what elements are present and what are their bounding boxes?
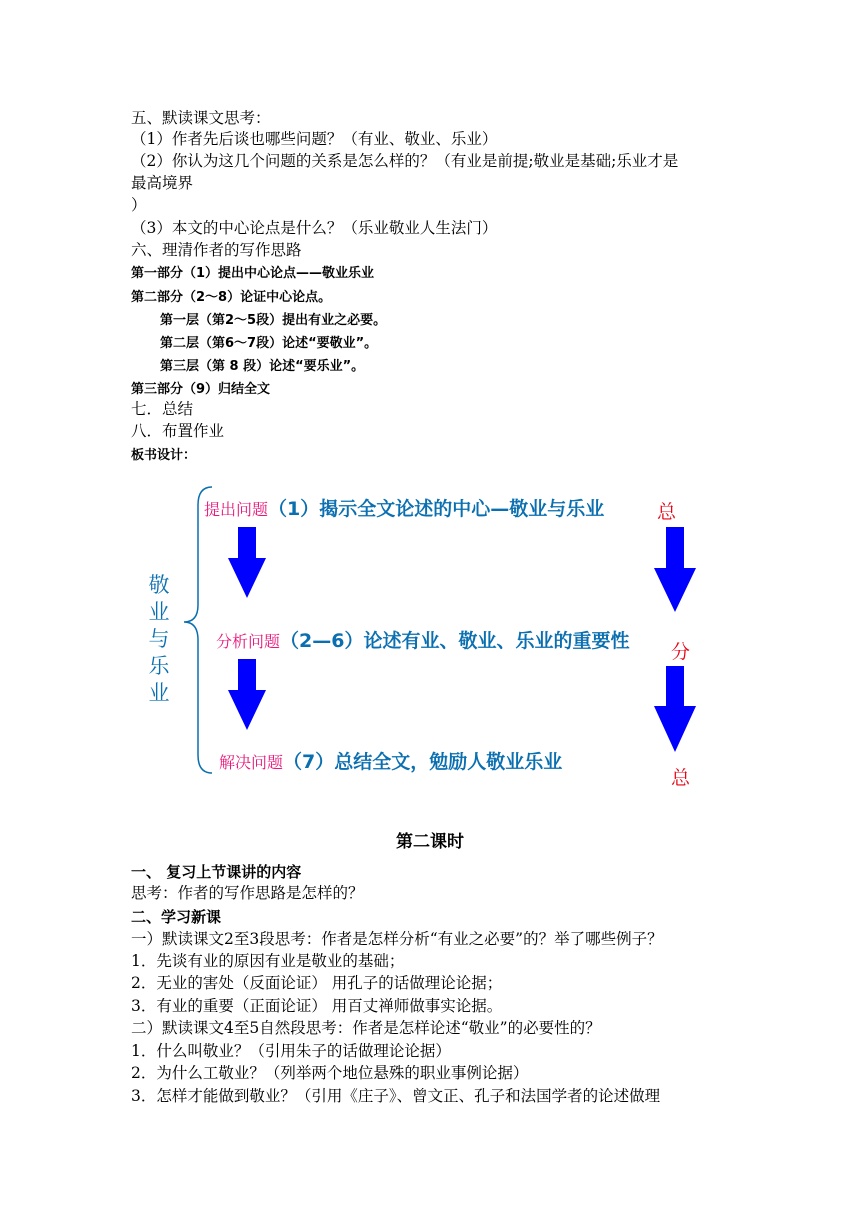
row-1-num: （1） [268, 498, 320, 520]
down-arrow-right-1 [654, 527, 696, 612]
board-row-1 [204, 494, 604, 521]
row-1-text: 揭示全文论述的中心—敬业与乐业 [319, 498, 605, 520]
side-label-3: 总 [671, 767, 691, 789]
question-2-close: ） [131, 196, 147, 214]
section-six-heading: 六、理清作者的写作思路 [131, 241, 302, 259]
row-1-label: 提出问题 [204, 500, 269, 519]
lesson-2-title: 第二课时 [396, 832, 464, 852]
row-2-label: 分析问题 [216, 632, 281, 651]
side-label-2: 分 [671, 641, 691, 663]
layer-two: 第二层（第6～7段）论述“要敬业”。 [160, 336, 378, 351]
lesson-2-think: 思考：作者的写作思路是怎样的？ [131, 884, 364, 902]
row-2-text: 论述有业、敬业、乐业的重要性 [363, 630, 630, 652]
lesson-2-item-3: 3．有业的重要（正面论证） 用百丈禅师做事实论据。 [131, 997, 503, 1015]
row-3-label: 解决问题 [219, 753, 284, 772]
part-two: 第二部分（2～8）论证中心论点。 [131, 290, 332, 305]
lesson-2-q1: 一）默读课文2至3段思考：作者是怎样分析“有业之必要”的？举了哪些例子？ [131, 930, 663, 948]
board-design-label: 板书设计： [131, 448, 197, 463]
lesson-2-item-5: 2．为什么工敬业？（列举两个地位悬殊的职业事例论据） [131, 1064, 529, 1082]
lesson-2-item-2: 2．无业的害处（反面论证） 用孔子的话做理论论据； [131, 974, 503, 992]
question-2: （2）你认为这几个问题的关系是怎么样的？（有业是前提;敬业是基础;乐业才是 [131, 152, 679, 170]
section-five-heading: 五、默读课文思考： [131, 109, 271, 127]
lesson-2-item-4: 1．什么叫敬业？（引用朱子的话做理论论据） [131, 1042, 451, 1060]
section-eight: 八．布置作业 [131, 422, 225, 440]
board-vertical-title: 敬业与乐业 [148, 573, 170, 705]
question-1: （1）作者先后谈也哪些问题？（有业、敬业、乐业） [131, 130, 498, 148]
lesson-2-item-6: 3．怎样才能做到敬业？（引用《庄子》、曾文正、孔子和法国学者的论述做理 [131, 1087, 661, 1105]
row-2-num: （2—6） [280, 630, 364, 652]
side-label-1: 总 [657, 501, 677, 523]
lesson-2-item-1: 1．先谈有业的原因有业是敬业的基础； [131, 952, 405, 970]
board-row-3 [219, 747, 562, 774]
down-arrow-right-2 [654, 666, 696, 752]
question-3: （3）本文的中心论点是什么？（乐业敬业人生法门） [131, 219, 498, 237]
part-three: 第三部分（9）归结全文 [131, 382, 271, 397]
down-arrow-left-2 [228, 659, 266, 730]
section-seven: 七．总结 [131, 400, 194, 418]
question-2-cont: 最高境界 [131, 174, 194, 192]
row-3-num: （7） [283, 751, 335, 773]
curly-brace [184, 487, 212, 773]
layer-three: 第三层（第 8 段）论述“要乐业”。 [160, 359, 365, 374]
lesson-2-q2: 二）默读课文4至5自然段思考：作者是怎样论述“敬业”的必要性的？ [131, 1019, 601, 1037]
part-one: 第一部分（1）提出中心论点——敬业乐业 [131, 266, 375, 281]
lesson-2-review: 一、 复习上节课讲的内容 [131, 863, 302, 881]
lesson-2-new: 二、学习新课 [131, 908, 222, 926]
board-row-2 [216, 626, 629, 653]
down-arrow-left-1 [228, 527, 266, 598]
row-3-text: 总结全文，勉励人敬业乐业 [334, 751, 563, 773]
layer-one: 第一层（第2～5段）提出有业之必要。 [160, 313, 387, 328]
